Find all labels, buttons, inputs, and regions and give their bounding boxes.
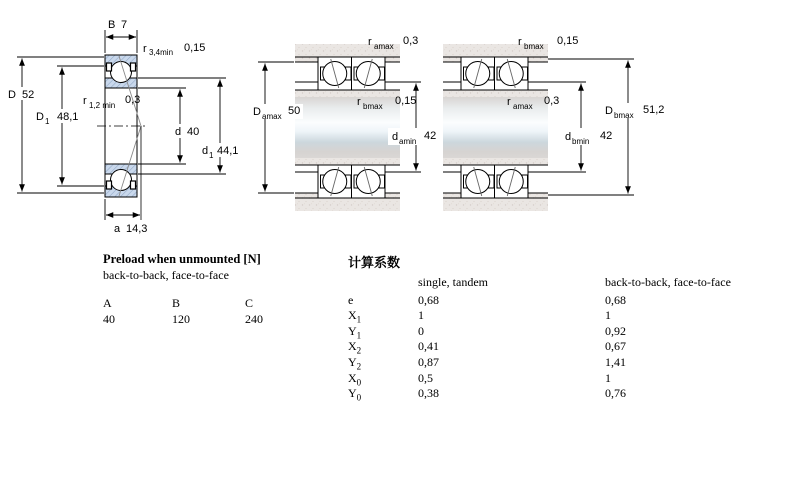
dim-r12-label: r: [83, 95, 87, 107]
dim-r12-value: 0,3: [125, 94, 141, 106]
housing-shoulder: [528, 57, 548, 62]
dim-Dbmax-value: 51,2: [643, 104, 665, 116]
right-paired-bearing-figure: [443, 44, 586, 211]
dim-rbmax-sub: bmax: [363, 102, 383, 111]
factors-col2-header: back-to-back, face-to-face: [605, 275, 731, 289]
housing-shoulder: [295, 57, 318, 62]
factor-sym: X: [348, 370, 357, 385]
factor-sym: X: [348, 339, 357, 354]
factor-value-single: 1: [418, 308, 424, 323]
factor-value-single: 0,41: [418, 339, 439, 354]
ball-bottom: [111, 170, 132, 191]
shaft-shoulder: [295, 158, 400, 165]
dim-ramax-sub: amax: [374, 42, 394, 51]
dim-Damax-sub: amax: [262, 112, 282, 121]
factor-sym: e: [348, 292, 354, 307]
factors-row-e: [348, 293, 800, 309]
dim-rbmax-label: r: [357, 96, 361, 108]
dim-r34-value: 0,15: [184, 42, 206, 54]
dim-rbmax-value: 0,15: [395, 95, 417, 107]
factors-header-spacer: [348, 275, 418, 291]
factors-row-Y1: [348, 324, 800, 340]
dim-rbmax2-value: 0,15: [557, 35, 579, 47]
preload-value-A: 40: [103, 312, 115, 326]
factor-sub: 2: [356, 345, 362, 356]
housing-shoulder: [443, 193, 461, 198]
factors-row-X0: [348, 371, 800, 387]
dim-ramax2-sub: amax: [513, 102, 533, 111]
dim-B-label: B: [108, 19, 116, 31]
dim-d-value: 40: [187, 126, 200, 138]
preload-header-row: [103, 292, 354, 311]
dim-Damax-label: D: [253, 106, 261, 118]
factor-sym: X: [348, 308, 357, 323]
dim-r34-sub: 3,4min: [149, 48, 174, 57]
factor-value-paired: 1: [605, 370, 611, 385]
factors-row-Y0: [348, 386, 800, 402]
preload-value-C: 240: [245, 312, 263, 326]
dim-a-value: 14,3: [126, 223, 148, 235]
dim-ramax2-label: r: [507, 96, 511, 108]
dim-B-value: 7: [121, 19, 128, 31]
preload-value-B: 120: [172, 312, 190, 326]
dim-damin-label: d: [392, 131, 399, 143]
dim-ramax-label: r: [368, 36, 372, 48]
factor-value-single: 0,87: [418, 354, 439, 369]
factor-sym: Y: [348, 354, 357, 369]
factor-sub: 1: [356, 330, 362, 341]
right-dimension-lines: [548, 59, 634, 195]
dim-ramax2-value: 0,3: [544, 95, 560, 107]
housing-shoulder: [295, 193, 318, 198]
preload-value-row: [103, 311, 353, 327]
factor-value-single: 0: [418, 323, 424, 338]
dim-a-label: a: [114, 223, 121, 235]
housing-bottom: [443, 198, 548, 211]
middle-paired-bearing-figure: [295, 44, 421, 211]
factor-symbol: [348, 339, 418, 355]
factor-sub: 1: [356, 314, 362, 325]
preload-table: [103, 252, 353, 327]
factors-row-X1: [348, 308, 800, 324]
factor-value-paired: 1: [605, 308, 611, 323]
dim-dbmin-label: d: [565, 131, 572, 143]
preload-col-C: C: [245, 296, 254, 310]
left-bearing-figure: [97, 55, 147, 220]
dim-Damax-value: 50: [288, 105, 301, 117]
dim-D1-label: D: [36, 111, 44, 123]
left-labels: [8, 19, 238, 235]
factor-symbol: [348, 355, 418, 371]
dim-d1-sub: 1: [209, 151, 214, 160]
factor-value-paired: 0,76: [605, 386, 626, 401]
dim-Dbmax-label: D: [605, 105, 613, 117]
dim-damin-sub: amin: [399, 137, 417, 146]
dim-rbmax2-sub: bmax: [524, 42, 544, 51]
factor-symbol: [348, 324, 418, 340]
dim-dbmin-sub: bmin: [572, 137, 590, 146]
preload-subtitle: back-to-back, face-to-face: [103, 268, 229, 282]
factors-header-row: [348, 275, 800, 291]
dim-D1-sub: 1: [45, 117, 50, 126]
preload-title: Preload when unmounted [N]: [103, 252, 261, 266]
factor-symbol: [348, 371, 418, 387]
factor-symbol: [348, 386, 418, 402]
housing-shoulder: [385, 57, 400, 62]
factor-symbol: [348, 308, 418, 324]
bearing-drawing: [0, 0, 800, 246]
factor-sub: 0: [356, 376, 362, 387]
factor-value-paired: 1,41: [605, 354, 626, 369]
dim-r34-label: r: [143, 43, 147, 55]
housing-shoulder: [443, 57, 461, 62]
housing-bottom: [295, 198, 400, 211]
calculation-factors-table: [348, 252, 800, 402]
shaft-shoulder: [295, 90, 400, 97]
ball-top: [111, 62, 132, 83]
shaft-shoulder: [443, 90, 548, 97]
dim-rbmax2-label: r: [518, 36, 522, 48]
factors-row-X2: [348, 339, 800, 355]
dim-r12-sub: 1,2 min: [89, 101, 116, 110]
shaft-shoulder: [443, 158, 548, 165]
factor-sub: 2: [356, 361, 362, 372]
dim-damin-value: 42: [424, 130, 437, 142]
factors-row-Y2: [348, 355, 800, 371]
dim-ramax-value: 0,3: [403, 35, 419, 47]
preload-col-A: A: [103, 296, 112, 310]
factors-title: 计算系数: [348, 256, 401, 271]
dim-Dbmax-sub: bmax: [614, 111, 634, 120]
preload-col-B: B: [172, 296, 181, 310]
factor-value-single: 0,5: [418, 370, 433, 385]
factor-value-paired: 0,67: [605, 339, 626, 354]
factor-value-paired: 0,68: [605, 292, 626, 307]
dim-D-value: 52: [22, 89, 35, 101]
factor-value-single: 0,38: [418, 386, 439, 401]
factor-sym: Y: [348, 323, 357, 338]
dim-d1-label: d: [202, 145, 209, 157]
factors-col1-header: single, tandem: [418, 275, 488, 289]
factor-value-single: 0,68: [418, 292, 439, 307]
dim-d-label: d: [175, 126, 182, 138]
shaft: [295, 97, 400, 158]
factor-sym: Y: [348, 386, 357, 401]
dim-dbmin-value: 42: [600, 130, 613, 142]
dim-D1-value: 48,1: [57, 111, 79, 123]
housing-shoulder: [385, 193, 400, 198]
dim-d1-value: 44,1: [217, 145, 239, 157]
factor-value-paired: 0,92: [605, 323, 626, 338]
factor-sub: 0: [356, 392, 362, 403]
dim-D-label: D: [8, 89, 16, 101]
housing-shoulder: [528, 193, 548, 198]
factor-symbol: [348, 293, 418, 309]
